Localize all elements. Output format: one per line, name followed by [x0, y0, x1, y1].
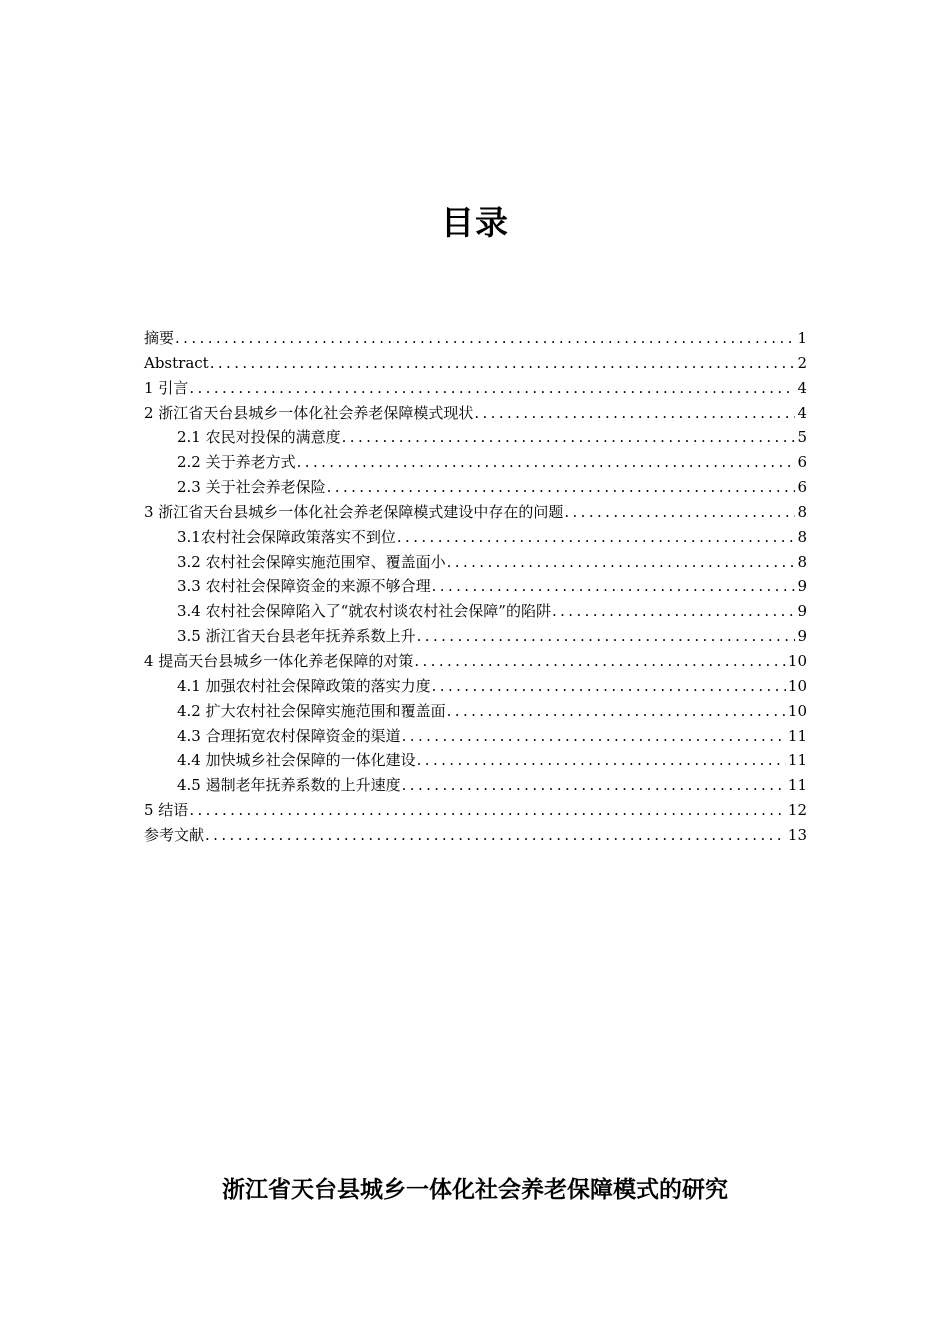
document-title: 浙江省天台县城乡一体化社会养老保障模式的研究	[222, 1177, 728, 1204]
dot-leader	[397, 525, 796, 550]
toc-entry[interactable]	[144, 351, 807, 376]
toc-entry-page-number: 12	[787, 801, 807, 820]
toc-entry-page-number: 6	[797, 453, 807, 472]
toc-entry[interactable]	[144, 823, 807, 848]
toc-entry-label: Abstract	[144, 353, 209, 372]
toc-entry[interactable]	[144, 674, 807, 699]
toc-entry-page-number: 11	[787, 776, 807, 795]
toc-entry[interactable]	[144, 450, 807, 475]
dot-leader	[447, 550, 796, 575]
toc-entry-page-number: 10	[787, 651, 807, 670]
dot-leader	[552, 599, 795, 624]
dot-leader	[564, 500, 795, 525]
dot-leader	[402, 724, 786, 749]
dot-leader	[417, 624, 796, 649]
toc-entry-label: 2.2 关于养老方式	[177, 453, 296, 472]
toc-entry-label: 摘要	[144, 329, 175, 347]
toc-entry-page-number: 11	[787, 726, 807, 745]
toc-entry-label: 2 浙江省天台县城乡一体化社会养老保障模式现状	[144, 403, 474, 422]
toc-entry-page-number: 8	[797, 552, 807, 571]
dot-leader	[327, 475, 796, 500]
toc-entry-label: 2.1 农民对投保的满意度	[177, 428, 341, 447]
toc-entry-label: 4 提高天台县城乡一体化养老保障的对策	[144, 651, 414, 670]
toc-entry[interactable]	[144, 425, 807, 450]
dot-leader	[447, 699, 786, 724]
toc-entry-page-number: 9	[797, 602, 807, 621]
dot-leader	[205, 823, 786, 848]
toc-entry-label: 3.5 浙江省天台县老年抚养系数上升	[177, 627, 416, 646]
toc-entry[interactable]	[144, 748, 807, 773]
toc-entry-page-number: 2	[797, 353, 807, 372]
toc-entry-label: 3.1农村社会保障政策落实不到位	[177, 527, 396, 546]
toc-entry-page-number: 4	[797, 403, 807, 422]
toc-entry-label: 3.4 农村社会保障陷入了“就农村谈农村社会保障”的陷阱	[177, 602, 551, 621]
toc-entry-page-number: 1	[797, 329, 807, 347]
toc-entry[interactable]	[144, 649, 807, 674]
toc-entry-page-number: 10	[787, 676, 807, 695]
toc-entry-page-number: 9	[797, 627, 807, 646]
toc-entry-page-number: 8	[797, 502, 807, 521]
toc-entry[interactable]	[144, 475, 807, 500]
dot-leader	[414, 649, 786, 674]
toc-entry[interactable]	[144, 699, 807, 724]
dot-leader	[432, 674, 786, 699]
toc-entry-label: 2.3 关于社会养老保险	[177, 478, 326, 497]
toc-entry-page-number: 11	[787, 751, 807, 770]
toc-entry[interactable]	[144, 724, 807, 749]
toc-entry-label: 4.5 遏制老年抚养系数的上升速度	[177, 776, 401, 795]
toc-entry-page-number: 6	[797, 478, 807, 497]
dot-leader	[417, 748, 786, 773]
dot-leader	[189, 798, 786, 823]
toc-entry-label: 3.2 农村社会保障实施范围窄、覆盖面小	[177, 552, 446, 571]
toc-entry-label: 3 浙江省天台县城乡一体化社会养老保障模式建设中存在的问题	[144, 502, 564, 521]
toc-entry[interactable]	[144, 525, 807, 550]
toc-entry-label: 参考文献	[144, 825, 205, 844]
dot-leader	[474, 401, 795, 426]
dot-leader	[342, 425, 796, 450]
toc-entry[interactable]	[144, 599, 807, 624]
toc-entry-page-number: 9	[797, 577, 807, 596]
dot-leader	[210, 351, 796, 376]
toc-entry-page-number: 5	[797, 428, 807, 447]
toc-entry-label: 4.1 加强农村社会保障政策的落实力度	[177, 676, 431, 695]
toc-entry-page-number: 8	[797, 527, 807, 546]
toc-entry-label: 1 引言	[144, 378, 189, 397]
dot-leader	[175, 326, 795, 351]
toc-entry[interactable]	[144, 401, 807, 426]
toc-entry-label: 4.2 扩大农村社会保障实施范围和覆盖面	[177, 701, 446, 720]
toc-entry-label: 3.3 农村社会保障资金的来源不够合理	[177, 577, 431, 596]
dot-leader	[432, 574, 796, 599]
toc-entry-label: 4.4 加快城乡社会保障的一体化建设	[177, 751, 416, 770]
table-of-contents	[144, 326, 807, 848]
toc-entry-page-number: 10	[787, 701, 807, 720]
toc-entry[interactable]	[144, 798, 807, 823]
toc-entry[interactable]	[144, 500, 807, 525]
toc-entry[interactable]	[144, 326, 807, 351]
toc-entry[interactable]	[144, 773, 807, 798]
toc-entry-label: 4.3 合理拓宽农村保障资金的渠道	[177, 726, 401, 745]
toc-entry-page-number: 4	[797, 378, 807, 397]
toc-entry[interactable]	[144, 624, 807, 649]
toc-entry[interactable]	[144, 550, 807, 575]
toc-entry[interactable]	[144, 574, 807, 599]
dot-leader	[189, 376, 795, 401]
toc-heading: 目录	[441, 203, 509, 243]
toc-entry-label: 5 结语	[144, 801, 189, 820]
dot-leader	[402, 773, 786, 798]
toc-entry-page-number: 13	[787, 825, 807, 844]
toc-entry[interactable]	[144, 376, 807, 401]
dot-leader	[297, 450, 796, 475]
